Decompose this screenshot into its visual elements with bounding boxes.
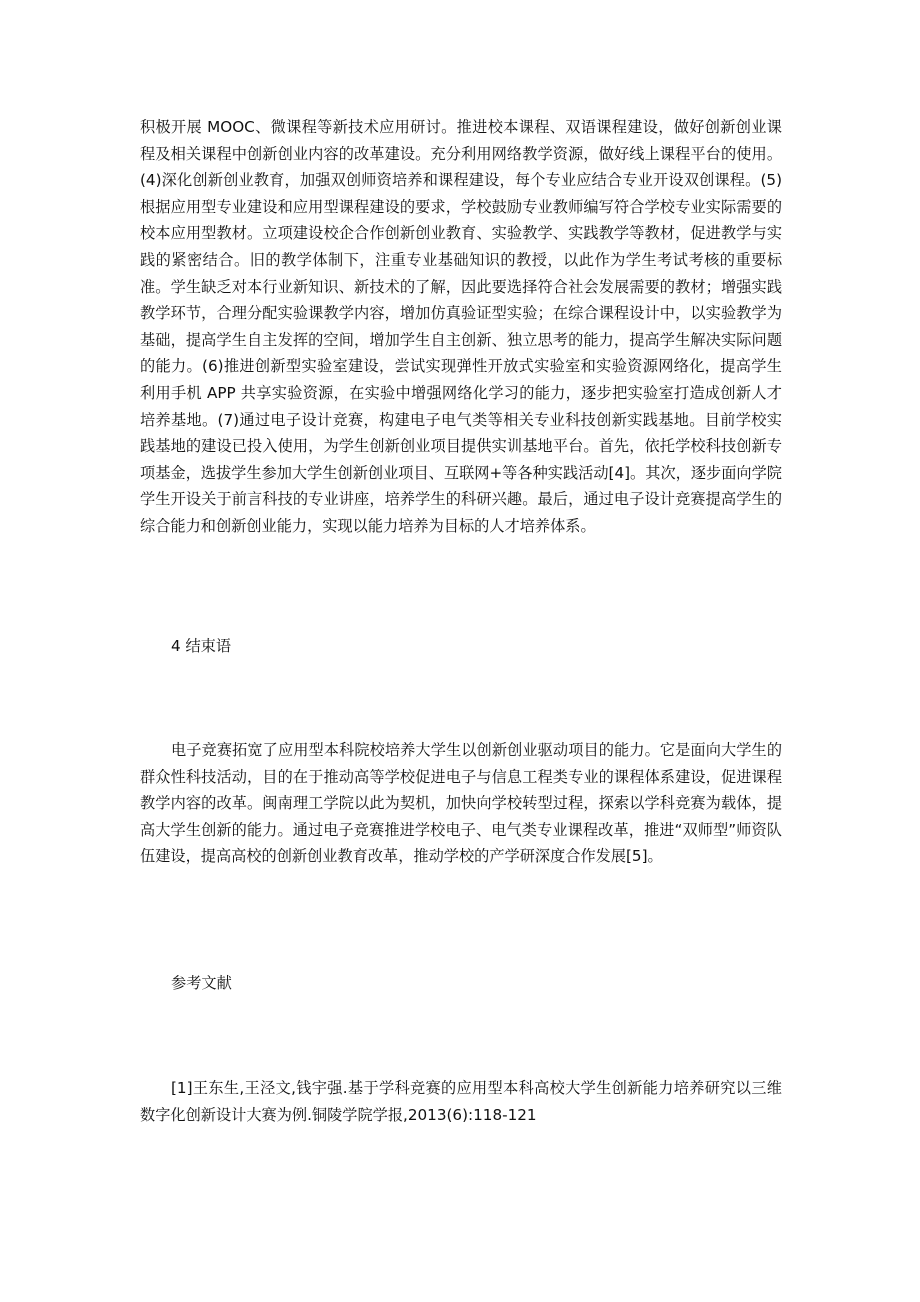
section-heading-conclusion: 4 结束语	[171, 637, 232, 655]
conclusion-paragraph: 电子竞赛拓宽了应用型本科院校培养大学生以创新创业驱动项目的能力。它是面向大学生的群众性科技活动，目的在于推动高等学校促进电子与信息工程类专业的课程体系建设，促进课程教学内容的改革。闽南理工学院以此为契机，加快向学校转型过程，探索以学科竞赛为载体，提高大学生创新的能力。通过电子竞赛推进学校电子、电气类专业课程改革，推进“双师型”师资队伍建设，提高高校的创新创业教育改革，推动学校的产学研深度合作发展[5]。	[140, 741, 782, 866]
section-heading-references: 参考文献	[171, 974, 232, 992]
reference-item: [1]王东生,王泾文,钱宇强.基于学科竞赛的应用型本科高校大学生创新能力培养研究以三维数字化创新设计大赛为例.铜陵学院学报,2013(6):118-121	[140, 1079, 782, 1124]
body-paragraph: 积极开展 MOOC、微课程等新技术应用研讨。推进校本课程、双语课程建设，做好创新创业课程及相关课程中创新创业内容的改革建设。充分利用网络教学资源，做好线上课程平台的使用。(4)深化创新创业教育，加强双创师资培养和课程建设，每个专业应结合专业开设双创课程。(5)根据应用型专业建设和应用型课程建设的要求，学校鼓励专业教师编写符合学校专业实际需要的校本应用型教材。立项建设校企合作创新创业教育、实验教学、实践教学等教材，促进教学与实践的紧密结合。旧的教学体制下，注重专业基础知识的教授，以此作为学生考试考核的重要标准。学生缺乏对本行业新知识、新技术的了解，因此要选择符合社会发展需要的教材；增强实践教学环节，合理分配实验课教学内容，增加仿真验证型实验；在综合课程设计中，以实验教学为基础，提高学生自主发挥的空间，增加学生自主创新、独立思考的能力，提高学生解决实际问题的能力。(6)推进创新型实验室建设，尝试实现弹性开放式实验室和实验资源网络化，提高学生利用手机 APP 共享实验资源，在实验中增强网络化学习的能力，逐步把实验室打造成创新人才培养基地。(7)通过电子设计竞赛，构建电子电气类等相关专业科技创新实践基地。目前学校实践基地的建设已投入使用，为学生创新创业项目提供实训基地平台。首先，依托学校科技创新专项基金，选拔学生参加大学生创新创业项目、互联网+等各种实践活动[4]。其次，逐步面向学院学生开设关于前言科技的专业讲座，培养学生的科研兴趣。最后，通过电子设计竞赛提高学生的综合能力和创新创业能力，实现以能力培养为目标的人才培养体系。	[140, 118, 782, 535]
